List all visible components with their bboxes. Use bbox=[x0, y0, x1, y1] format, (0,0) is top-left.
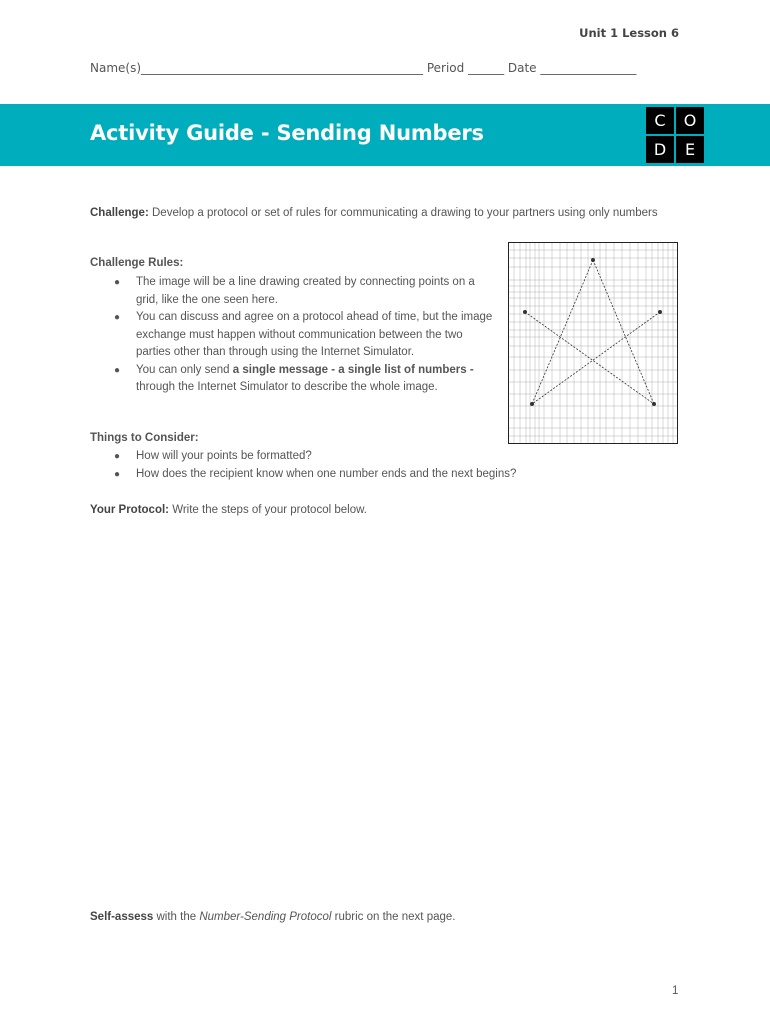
page-title: Activity Guide - Sending Numbers bbox=[90, 121, 484, 145]
challenge-paragraph bbox=[90, 205, 665, 223]
names-period-date-line: Name(s)_______________________________________________ Period ______ Date ________________ bbox=[90, 61, 637, 75]
bullet-icon: ● bbox=[114, 468, 121, 480]
consider-text: How will your points be formatted? bbox=[136, 450, 312, 462]
rule-text-before: You can only send bbox=[136, 363, 233, 376]
your-protocol-text: Write the steps of your protocol below. bbox=[169, 504, 367, 516]
things-to-consider-heading: Things to Consider: bbox=[90, 432, 199, 444]
grid-star-figure bbox=[508, 242, 678, 444]
bullet-icon: ● bbox=[114, 451, 121, 462]
consider-text: How does the recipient know when one number ends and the next begins? bbox=[136, 467, 517, 480]
self-assess-bold: Self-assess bbox=[90, 911, 154, 923]
self-assess-middle: with the bbox=[153, 911, 200, 923]
bullet-icon: ● bbox=[114, 277, 121, 288]
rule-text-after: through the Internet Simulator to describe the whole image. bbox=[136, 381, 438, 393]
rule-text: You can discuss and agree on a protocol ahead of time, but the image exchange must happen without communication between the two parties other than through using the Internet Simulator. bbox=[136, 311, 493, 358]
challenge-rules-heading: Challenge Rules: bbox=[90, 257, 184, 269]
list-item bbox=[90, 274, 500, 309]
list-item bbox=[90, 362, 500, 397]
logo-letter-d: D bbox=[646, 136, 674, 163]
list-item bbox=[90, 448, 650, 466]
page-number: 1 bbox=[672, 985, 679, 997]
unit-lesson-label: Unit 1 Lesson 6 bbox=[579, 26, 679, 40]
self-assess-note bbox=[90, 909, 455, 927]
self-assess-rubric-name: Number-Sending Protocol bbox=[199, 911, 332, 923]
your-protocol-label: Your Protocol: bbox=[90, 504, 170, 516]
challenge-rules-list bbox=[90, 274, 500, 397]
self-assess-after: rubric on the next page. bbox=[331, 911, 456, 923]
list-item bbox=[90, 466, 650, 484]
code-logo bbox=[646, 107, 704, 163]
rule-text-bold: a single message - a single list of numbers - bbox=[232, 363, 474, 376]
rule-text: The image will be a line drawing created by connecting points on a grid, like the one seen here. bbox=[136, 276, 475, 306]
logo-letter-c: C bbox=[646, 107, 674, 134]
things-to-consider-list bbox=[90, 448, 650, 483]
your-protocol-paragraph bbox=[90, 502, 367, 520]
logo-letter-e: E bbox=[676, 136, 704, 163]
bullet-icon: ● bbox=[114, 364, 121, 376]
challenge-text: Develop a protocol or set of rules for communicating a drawing to your partners using only numbers bbox=[148, 207, 658, 219]
bullet-icon: ● bbox=[114, 312, 121, 323]
logo-letter-o: O bbox=[676, 107, 704, 134]
challenge-label: Challenge: bbox=[90, 207, 149, 219]
list-item bbox=[90, 309, 500, 362]
